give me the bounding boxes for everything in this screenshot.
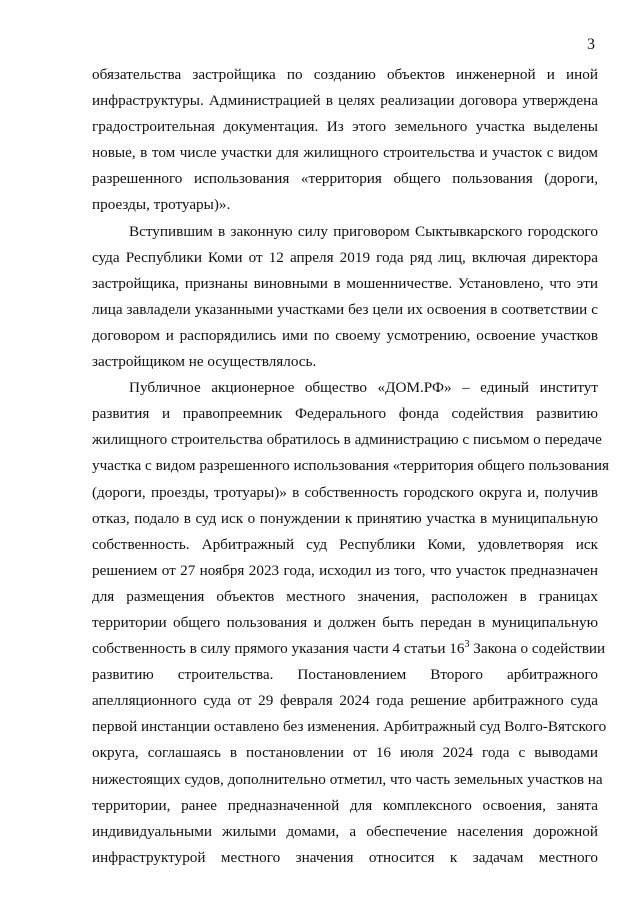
text-line: собственность. Арбитражный суд Республики Коми, удовлетворяя иск	[92, 535, 598, 553]
document-body	[92, 62, 609, 871]
text-line: застройщиком не осуществлялось.	[92, 353, 317, 371]
text-line: лица завладели указанными участками без цели их освоения в соответствии с	[92, 300, 598, 318]
superscript: 3	[464, 639, 470, 650]
text-line: проезды, тротуары)».	[92, 196, 231, 214]
text-line: (дороги, проезды, тротуары)» в собственность городского округа и, получив	[92, 483, 598, 501]
text-line: отказ, подало в суд иск о понуждении к принятию участка в муниципальную	[92, 509, 598, 527]
text-line: застройщика, признаны виновными в мошенничестве. Установлено, что эти	[92, 274, 598, 292]
text-line: первой инстанции оставлено без изменения. Арбитражный суд Волго-Вятского	[92, 718, 607, 736]
text-line: развития и правопреемник Федерального фонда содействия развитию	[92, 405, 598, 423]
text-line: инфраструктурой местного значения относится к задачам местного	[92, 848, 598, 866]
text-line: Публичное акционерное общество «ДОМ.РФ» – единый институт	[129, 379, 598, 397]
text-line: апелляционного суда от 29 февраля 2024 года решение арбитражного суда	[92, 692, 598, 710]
text-line: территории общего пользования и должен быть передан в муниципальную	[92, 613, 598, 631]
text-line: решением от 27 ноября 2023 года, исходил из того, что участок предназначен	[92, 561, 598, 579]
paragraph-3	[92, 375, 609, 871]
text-line: инфраструктуры. Администрацией в целях реализации договора утверждена	[92, 92, 598, 110]
line-text: собственность в силу прямого указания части 4 статьи 16	[92, 640, 465, 658]
text-line: новые, в том числе участки для жилищного строительства и участок с видом	[92, 144, 598, 162]
page-number: 3	[587, 36, 595, 53]
text-line: для размещения объектов местного значения, расположен в границах	[92, 587, 598, 605]
text-line: территории, ранее предназначенной для комплексного освоения, занята	[92, 796, 598, 814]
text-line: нижестоящих судов, дополнительно отметил, что часть земельных участков на	[92, 770, 603, 788]
text-line: Вступившим в законную силу приговором Сыктывкарского городского	[129, 222, 598, 240]
text-line: обязательства застройщика по созданию объектов инженерной и иной	[92, 66, 598, 83]
text-line: договором и распорядились ими по своему усмотрению, освоение участков	[92, 326, 598, 344]
text-line: жилищного строительства обратилось в администрацию с письмом о передаче	[92, 431, 602, 449]
text-line: разрешенного использования «территория общего пользования (дороги,	[92, 170, 598, 188]
paragraph-1	[92, 62, 598, 219]
text-line-with-superscript	[92, 636, 606, 662]
text-line: градостроительная документация. Из этого земельного участка выделены	[92, 118, 598, 136]
text-line: участка с видом разрешенного использования «территория общего пользования	[92, 457, 609, 475]
line-tail: Закона о содействии	[469, 640, 606, 658]
text-line: суда Республики Коми от 12 апреля 2019 года ряд лиц, включая директора	[92, 248, 598, 266]
text-line: округа, соглашаясь в постановлении от 16 июля 2024 года с выводами	[92, 744, 598, 762]
paragraph-2	[92, 219, 598, 376]
text-line: развитию строительства. Постановлением Второго арбитражного	[92, 666, 598, 684]
text-line: индивидуальными жилыми домами, а обеспечение населения дорожной	[92, 822, 598, 840]
